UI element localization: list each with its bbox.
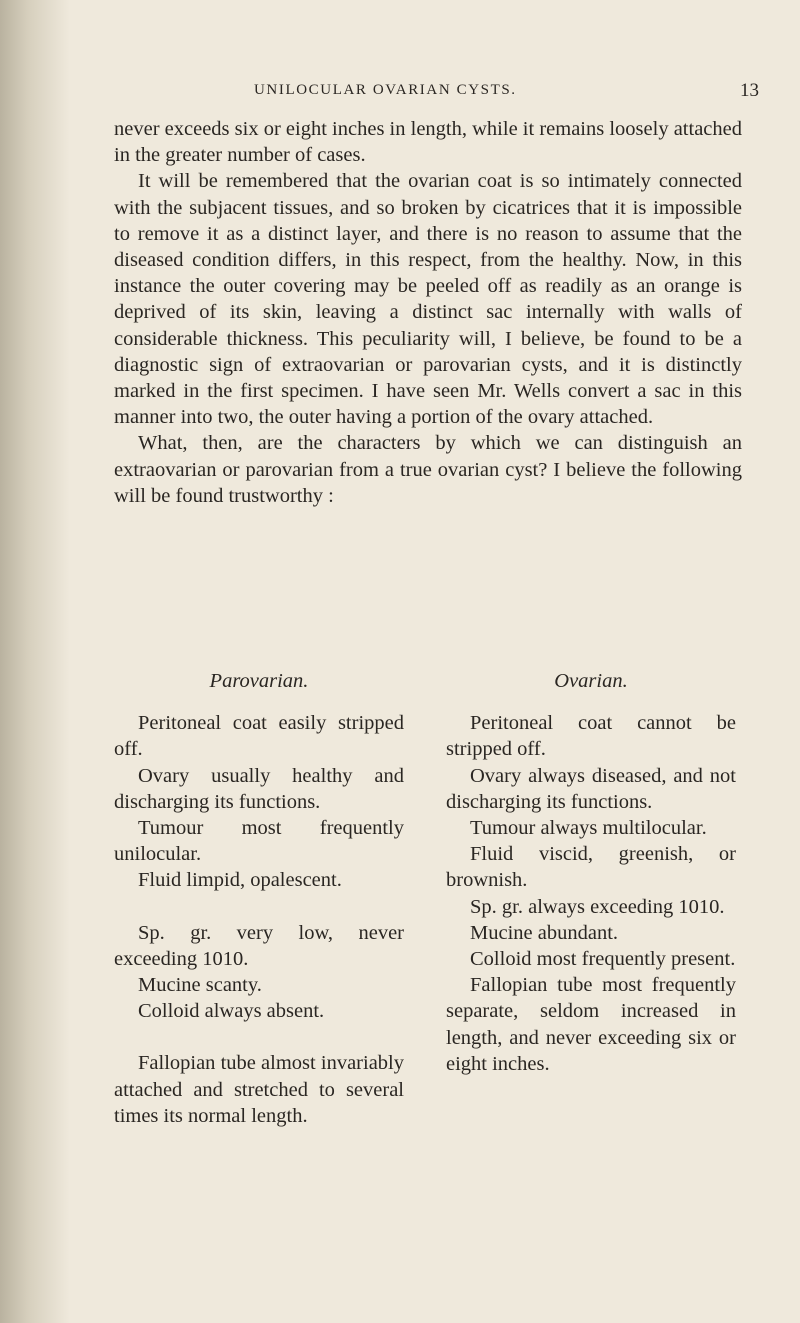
list-item: Sp. gr. very low, never exceeding 1010. bbox=[114, 921, 404, 970]
paragraph: What, then, are the characters by which we can distinguish an extraovarian or parovarian from a true ovarian cyst? I believe the following will be found trustworthy : bbox=[114, 432, 742, 507]
list-item: Mucine scanty. bbox=[138, 974, 262, 997]
list-item: Sp. gr. always exceeding 1010. bbox=[470, 895, 725, 918]
list-item: Colloid always absent. bbox=[138, 1000, 325, 1023]
list-item: Tumour always multilocular. bbox=[470, 817, 707, 840]
parovarian-column bbox=[114, 668, 404, 1129]
column-heading: Parovarian. bbox=[209, 670, 309, 692]
list-item: Peritoneal coat easily stripped off. bbox=[114, 712, 404, 761]
paragraph: never exceeds six or eight inches in length, while it remains loosely attached in the greater number of cases. bbox=[114, 118, 742, 167]
running-title: UNILOCULAR OVARIAN CYSTS. bbox=[254, 82, 517, 98]
list-item: Mucine abundant. bbox=[470, 921, 619, 944]
binding-shadow bbox=[0, 0, 70, 1323]
list-item: Fallopian tube almost invariably attached and stretched to several times its normal length. bbox=[114, 1052, 404, 1127]
list-item: Ovary always diseased, and not discharging its functions. bbox=[446, 764, 736, 813]
list-item: Tumour most frequently unilocular. bbox=[114, 817, 404, 866]
ovarian-column bbox=[446, 668, 736, 1077]
list-item: Fluid viscid, greenish, or brownish. bbox=[446, 843, 736, 892]
paragraph: It will be remembered that the ovarian coat is so intimately connected with the subjacent tissues, and so broken by cicatrices that it is impossible to remove it as a distinct layer, and there is no reason to assume that the diseased condition differs, in this respect, from the healthy. Now, in this instance the outer covering may be peeled off as readily as an orange is deprived of its skin, leaving a distinct sac internally with walls of considerable thickness. This peculiarity will, I believe, be found to be a diagnostic sign of extraovarian or parovarian cysts, and it is distinctly marked in the first specimen. I have seen Mr. Wells convert a sac in this manner into two, the outer having a portion of the ovary attached. bbox=[114, 170, 742, 429]
list-item: Colloid most frequently present. bbox=[470, 948, 736, 971]
list-item: Ovary usually healthy and discharging its functions. bbox=[114, 764, 404, 813]
body-text bbox=[114, 116, 742, 509]
list-item: Fluid limpid, opalescent. bbox=[138, 869, 342, 892]
list-item: Fallopian tube most frequently separate, seldom increased in length, and never exceeding six or eight inches. bbox=[446, 974, 736, 1075]
list-item: Peritoneal coat cannot be stripped off. bbox=[446, 712, 736, 761]
column-heading: Ovarian. bbox=[554, 670, 628, 692]
page-number: 13 bbox=[740, 80, 759, 101]
